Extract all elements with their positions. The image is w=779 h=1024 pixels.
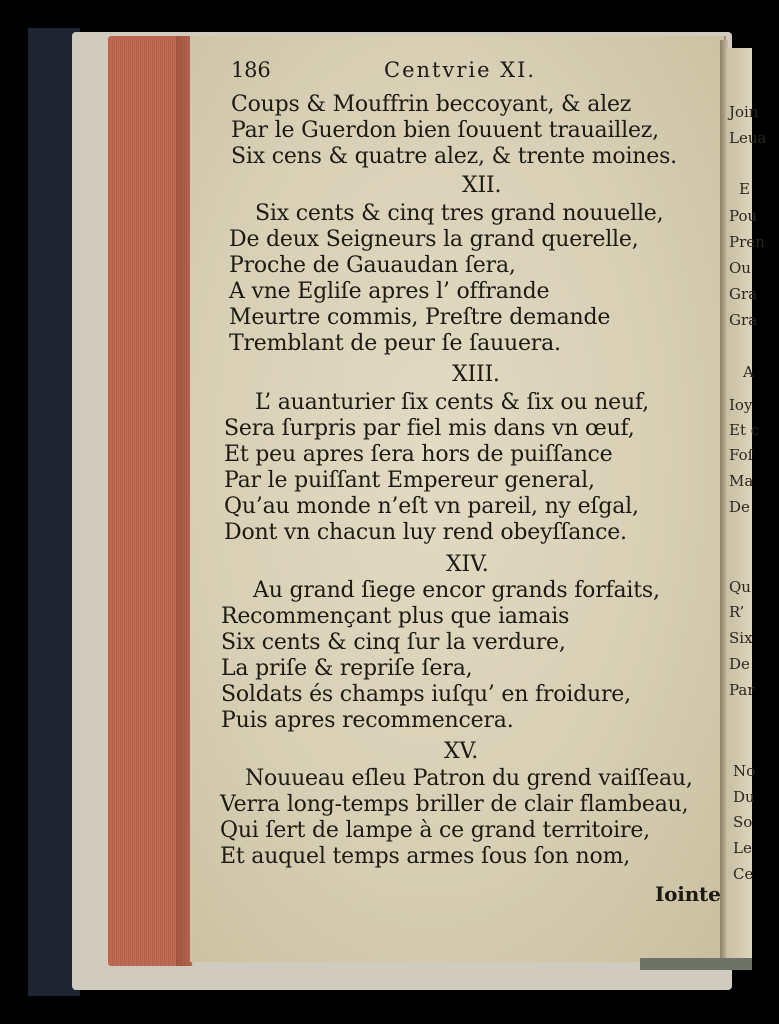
facing-page-fragment: Pou [729,207,758,225]
facing-page-fragment: Qu [729,578,751,596]
verse-line: Six cents & cinq ſur la verdure, [221,630,566,655]
verse-line: Six cens & quatre alez, & trente moines. [231,144,677,169]
facing-page-fragment: Et c [729,421,760,439]
verse-line: Qui ſert de lampe à ce grand territoire, [220,818,650,843]
verse-line: Et peu apres ſera hors de puiſſance [224,442,613,467]
facing-page-fragment: R’ [729,603,745,621]
facing-page-fragment: Le [733,839,752,857]
verse-line: De deux Seigneurs la grand querelle, [229,227,639,252]
verse-line: Recommençant plus que iamais [221,604,570,629]
facing-page-fragment: Gra [729,285,758,303]
page-number: 186 [231,58,271,82]
facing-page-fragment: Ioy [729,396,753,414]
verse-line: Verra long-temps briller de clair flambeau, [220,792,689,817]
verse-line: Tremblant de peur ſe ſauuera. [229,331,561,356]
facing-page-fragment: Leua [729,129,767,147]
facing-page-fragment: No [733,762,756,780]
running-title: Centvrie XI. [384,58,537,82]
facing-page-fragment: Du [733,788,755,806]
quatrain-numeral: XIII. [452,362,500,387]
verse-line: Sera ſurpris par fiel mis dans vn œuf, [224,416,635,441]
verse-line: L’ auanturier ſix cents & ſix ou neuf, [255,390,649,415]
verse-line: A vne Egliſe apres l’ offrande [229,279,550,304]
facing-page-fragment: De [729,655,750,673]
verse-line: Qu’au monde n’eſt vn pareil, ny eſgal, [224,494,639,519]
verse-line: Puis apres recommencera. [221,708,514,733]
facing-page-fragment: Join [729,103,759,121]
verse-line: Proche de Gauaudan ſera, [229,253,516,278]
facing-page-fragment: Pren [729,233,765,251]
facing-page-fragment: Ma [729,472,754,490]
facing-page-fragment: A [743,363,754,381]
verse-line: Par le puiſſant Empereur general, [224,468,595,493]
verse-line: Par le Guerdon bien ſouuent trauaillez, [231,118,659,143]
catchword: Iointe [655,882,721,906]
facing-page-fragment: Ce [733,865,754,883]
verse-line: Meurtre commis, Preſtre demande [229,305,611,330]
facing-page-fragment: Ou [729,259,751,277]
background-right [752,0,779,1024]
facing-page-fragment: De [729,498,750,516]
verse-line: Au grand ſiege encor grands forfaits, [253,578,660,603]
verse-line: Six cents & cinq tres grand nouuelle, [255,201,664,226]
facing-page-fragment: So [733,813,753,831]
verse-line: Dont vn chacun luy rend obeyſſance. [224,520,627,545]
facing-page-fragment: Foſ [729,446,754,464]
quatrain-numeral: XV. [444,739,479,764]
facing-page-fragment: Six [729,629,753,647]
verse-line: Et auquel temps armes ſous ſon nom, [220,844,631,869]
page-bottom-edge [640,958,752,970]
facing-page-fragment: Gra [729,311,758,329]
verse-line: La priſe & repriſe ſera, [221,656,473,681]
quatrain-numeral: XII. [462,173,502,198]
verse-line: Soldats és champs iuſqu’ en froidure, [221,682,631,707]
verse-line: Coups & Mouffrin beccoyant, & alez [231,92,632,117]
quatrain-numeral: XIV. [446,552,489,577]
verse-line: Nouueau eſleu Patron du grend vaiſſeau, [245,766,693,791]
facing-page-fragment: Par [729,681,755,699]
facing-page-fragment: E [739,180,750,198]
